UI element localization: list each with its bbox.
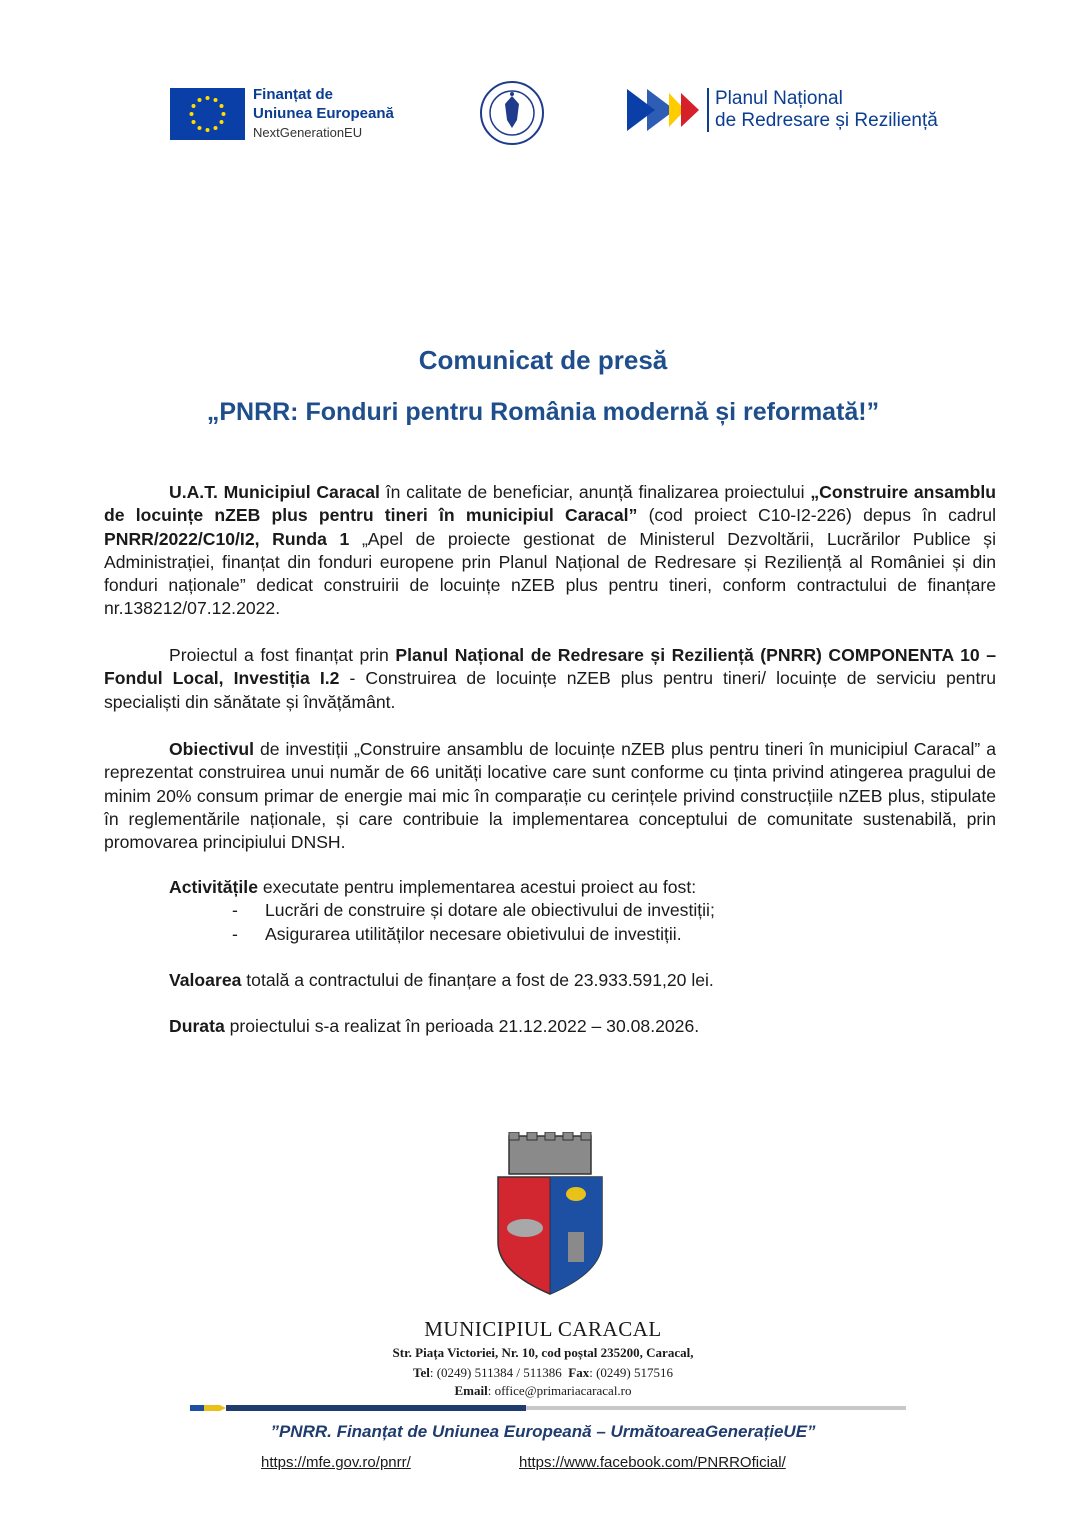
- pnrr-facebook-link[interactable]: https://www.facebook.com/PNRROficial/: [519, 1454, 786, 1471]
- municipality-address: Str. Piața Victoriei, Nr. 10, cod poștal 235200, Caracal,: [392, 1345, 694, 1360]
- email-label: Email: [454, 1383, 488, 1398]
- municipality-email: [0, 1383, 1086, 1399]
- p1-text-1: în calitate de beneficiar, anunță finalizarea proiectului: [379, 482, 811, 502]
- paragraph-objective: [104, 738, 996, 854]
- bullet-dash: -: [232, 900, 238, 921]
- activities-label: Activitățile: [169, 877, 258, 897]
- p6-text-1: proiectului s-a realizat în perioada 21.12.2022 – 30.08.2026.: [224, 1016, 700, 1036]
- municipality-name: MUNICIPIUL CARACAL: [424, 1317, 662, 1341]
- call-code: PNRR/2022/C10/I2, Runda 1: [104, 528, 350, 549]
- tel-label: Tel: [412, 1365, 430, 1380]
- paragraph-activities: [104, 876, 996, 946]
- eu-logo-line1: Finanțat de: [253, 86, 334, 103]
- p2-text-1: Proiectul a fost finanțat prin: [169, 645, 396, 665]
- paragraph-project-announcement: [104, 481, 996, 621]
- pnrr-logo-text: [707, 88, 938, 132]
- duration-label: Durata: [169, 1016, 225, 1036]
- pnrr-logo-line2: de Redresare și Reziliență: [715, 110, 938, 131]
- government-of-romania-seal-icon: [479, 80, 545, 146]
- eu-flag-icon: [170, 88, 245, 140]
- p1-text-3: „Apel de proiecte gestionat de Ministerul Dezvoltării, Lucrărilor Publice și Administrației, finanțat din fonduri europene prin Planul Național de Redresare și Reziliență al României și din fonduri naționale” dedicat construirii de locuințe nZEB plus pentru tineri, conform contractului de finanțare nr.138212/07.12.2022.: [104, 528, 996, 619]
- footer-decorative-bar: [190, 1400, 906, 1410]
- eu-logo-line3: NextGenerationEU: [253, 125, 363, 140]
- paragraph-financing: [104, 644, 996, 714]
- fax-label: Fax: [568, 1365, 590, 1380]
- activity-1: Lucrări de construire și dotare ale obiectivului de investiții;: [265, 900, 715, 921]
- eu-logo-line2: Uniunea Europeană: [253, 105, 394, 122]
- bullet-dash: -: [232, 923, 238, 944]
- p5-text-1: totală a contractului de finanțare a fost de 23.933.591,20 lei.: [241, 970, 714, 990]
- pnrr-logo: [627, 88, 938, 132]
- activity-2: Asigurarea utilităților necesare obietivului de investiții.: [265, 923, 682, 944]
- list-item: [104, 923, 996, 946]
- pnrr-logo-line1: Planul Național: [715, 88, 843, 109]
- p2-text-2: - Construirea de locuințe nZEB plus pentru tineri/ locuințe de serviciu pentru specialiști din sănătate și învățământ.: [104, 668, 996, 712]
- objective-label: Obiectivul: [169, 739, 255, 759]
- mfe-pnrr-link[interactable]: https://mfe.gov.ro/pnrr/: [261, 1454, 411, 1471]
- eu-logo-text: [253, 85, 394, 142]
- footer-slogan: ”PNRR. Finanțat de Uniunea Europeană – UrmătoareaGenerațieUE”: [270, 1422, 816, 1441]
- paragraph-value: [104, 969, 996, 992]
- p1-text-2: (cod proiect C10-I2-226) depus în cadrul: [637, 505, 996, 526]
- beneficiary-name: U.A.T. Municipiul Caracal: [169, 482, 380, 502]
- press-release-title: Comunicat de presă: [418, 345, 668, 375]
- caracal-coat-of-arms-icon: [495, 1132, 605, 1297]
- p3-text-1: de investiții „Construire ansamblu de locuințe nZEB plus pentru tineri în municipiul Caracal” a reprezentat construirea unui număr de 66 unități locative care sunt conforme cu ținta privind atingerea pragului de minim 20% consum primar de energie mai mic în comparație cu cerințele privind construcțiile nZEB plus, stipulate în reglementările naționale, și care contribuie la implementarea conceptului de comunitate sustenabilă, prin promovarea principiului DNSH.: [104, 739, 996, 853]
- list-item: [104, 899, 996, 922]
- municipality-phone-fax: [0, 1365, 1086, 1381]
- fax-value: : (0249) 517516: [589, 1365, 673, 1380]
- pnrr-component: Planul Național de Redresare și Reziliență (PNRR) COMPONENTA 10 – Fondul Local, Investiția I.2: [104, 645, 996, 689]
- p4-text-1: executate pentru implementarea acestui proiect au fost:: [257, 877, 697, 897]
- press-release-subtitle: „PNRR: Fonduri pentru România modernă și reformată!”: [206, 398, 880, 426]
- tel-value: : (0249) 511384 / 511386: [429, 1365, 562, 1380]
- project-name: „Construire ansamblu de locuințe nZEB plus pentru tineri în municipiul Caracal”: [104, 482, 996, 526]
- eu-funding-logo: [170, 85, 394, 142]
- paragraph-duration: [104, 1015, 996, 1038]
- value-label: Valoarea: [169, 970, 242, 990]
- email-value: : office@primariacaracal.ro: [487, 1383, 632, 1398]
- pnrr-arrows-icon: [627, 89, 701, 131]
